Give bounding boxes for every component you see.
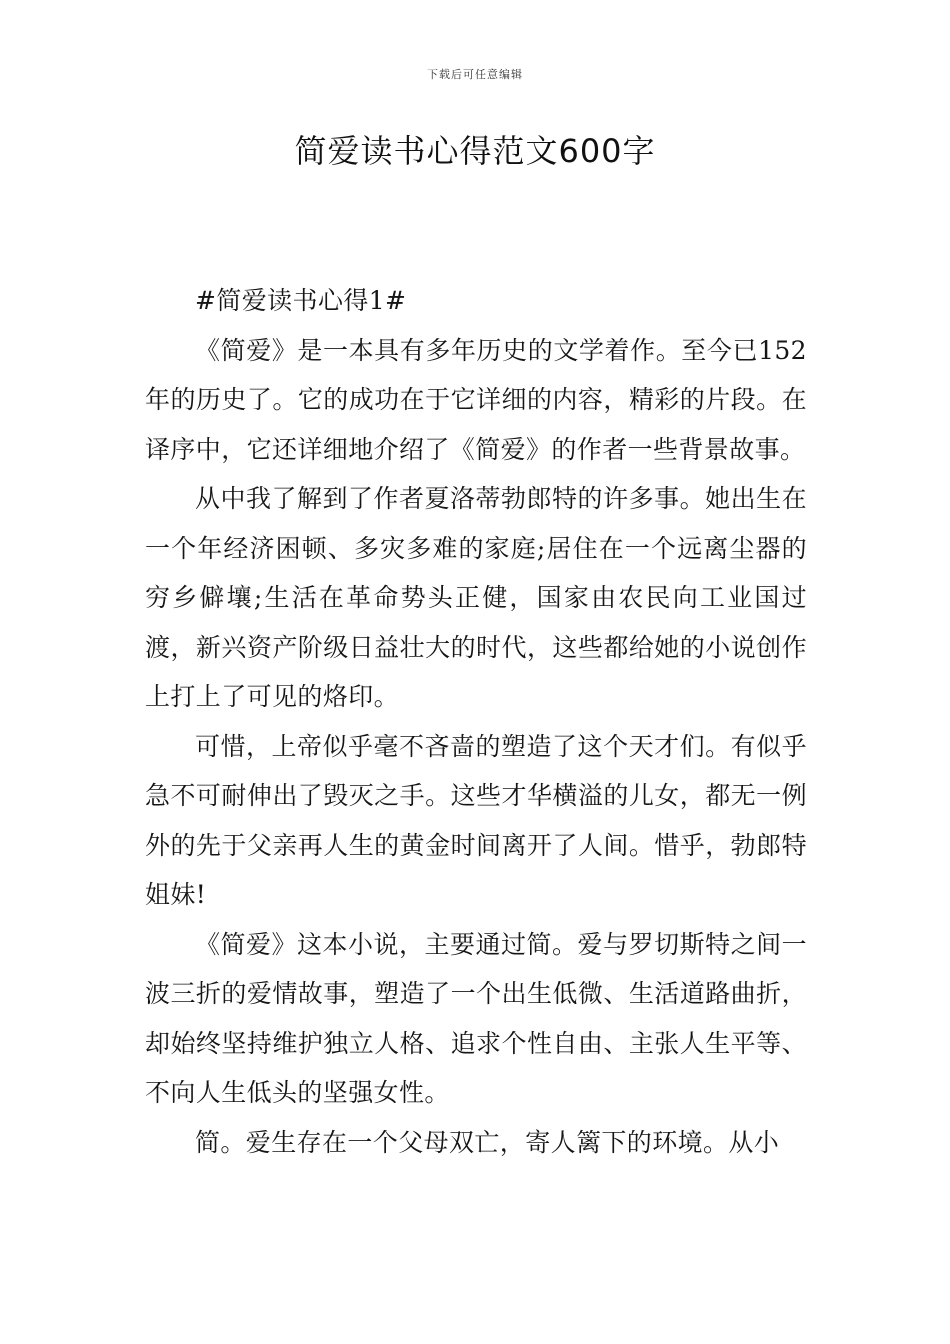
document-body	[145, 276, 807, 1167]
paragraph: 《简爱》是一本具有多年历史的文学着作。至今已152年的历史了。它的成功在于它详细的内容，精彩的片段。在译序中，它还详细地介绍了《简爱》的作者一些背景故事。	[145, 335, 807, 464]
paragraph: 简。爱生存在一个父母双亡，寄人篱下的环境。从小	[195, 1127, 780, 1157]
header-note: 下载后可任意编辑	[427, 68, 523, 81]
paragraph: 《简爱》这本小说，主要通过简。爱与罗切斯特之间一波三折的爱情故事，塑造了一个出生低微、生活道路曲折，却始终坚持维护独立人格、追求个性自由、主张人生平等、不向人生低头的坚强女性。	[145, 929, 807, 1107]
paragraph: 可惜，上帝似乎毫不吝啬的塑造了这个天才们。有似乎急不可耐伸出了毁灭之手。这些才华横溢的儿女，都无一例外的先于父亲再人生的黄金时间离开了人间。惜乎，勃郎特姐妹!	[145, 731, 807, 909]
page-title: 简爱读书心得范文600字	[294, 132, 656, 170]
section-heading: #简爱读书心得1#	[195, 286, 407, 315]
paragraph: 从中我了解到了作者夏洛蒂勃郎特的许多事。她出生在一个年经济困顿、多灾多难的家庭;居住在一个远离尘器的穷乡僻壤;生活在革命势头正健，国家由农民向工业国过渡，新兴资产阶级日益壮大的时代，这些都给她的小说创作上打上了可见的烙印。	[145, 484, 807, 711]
